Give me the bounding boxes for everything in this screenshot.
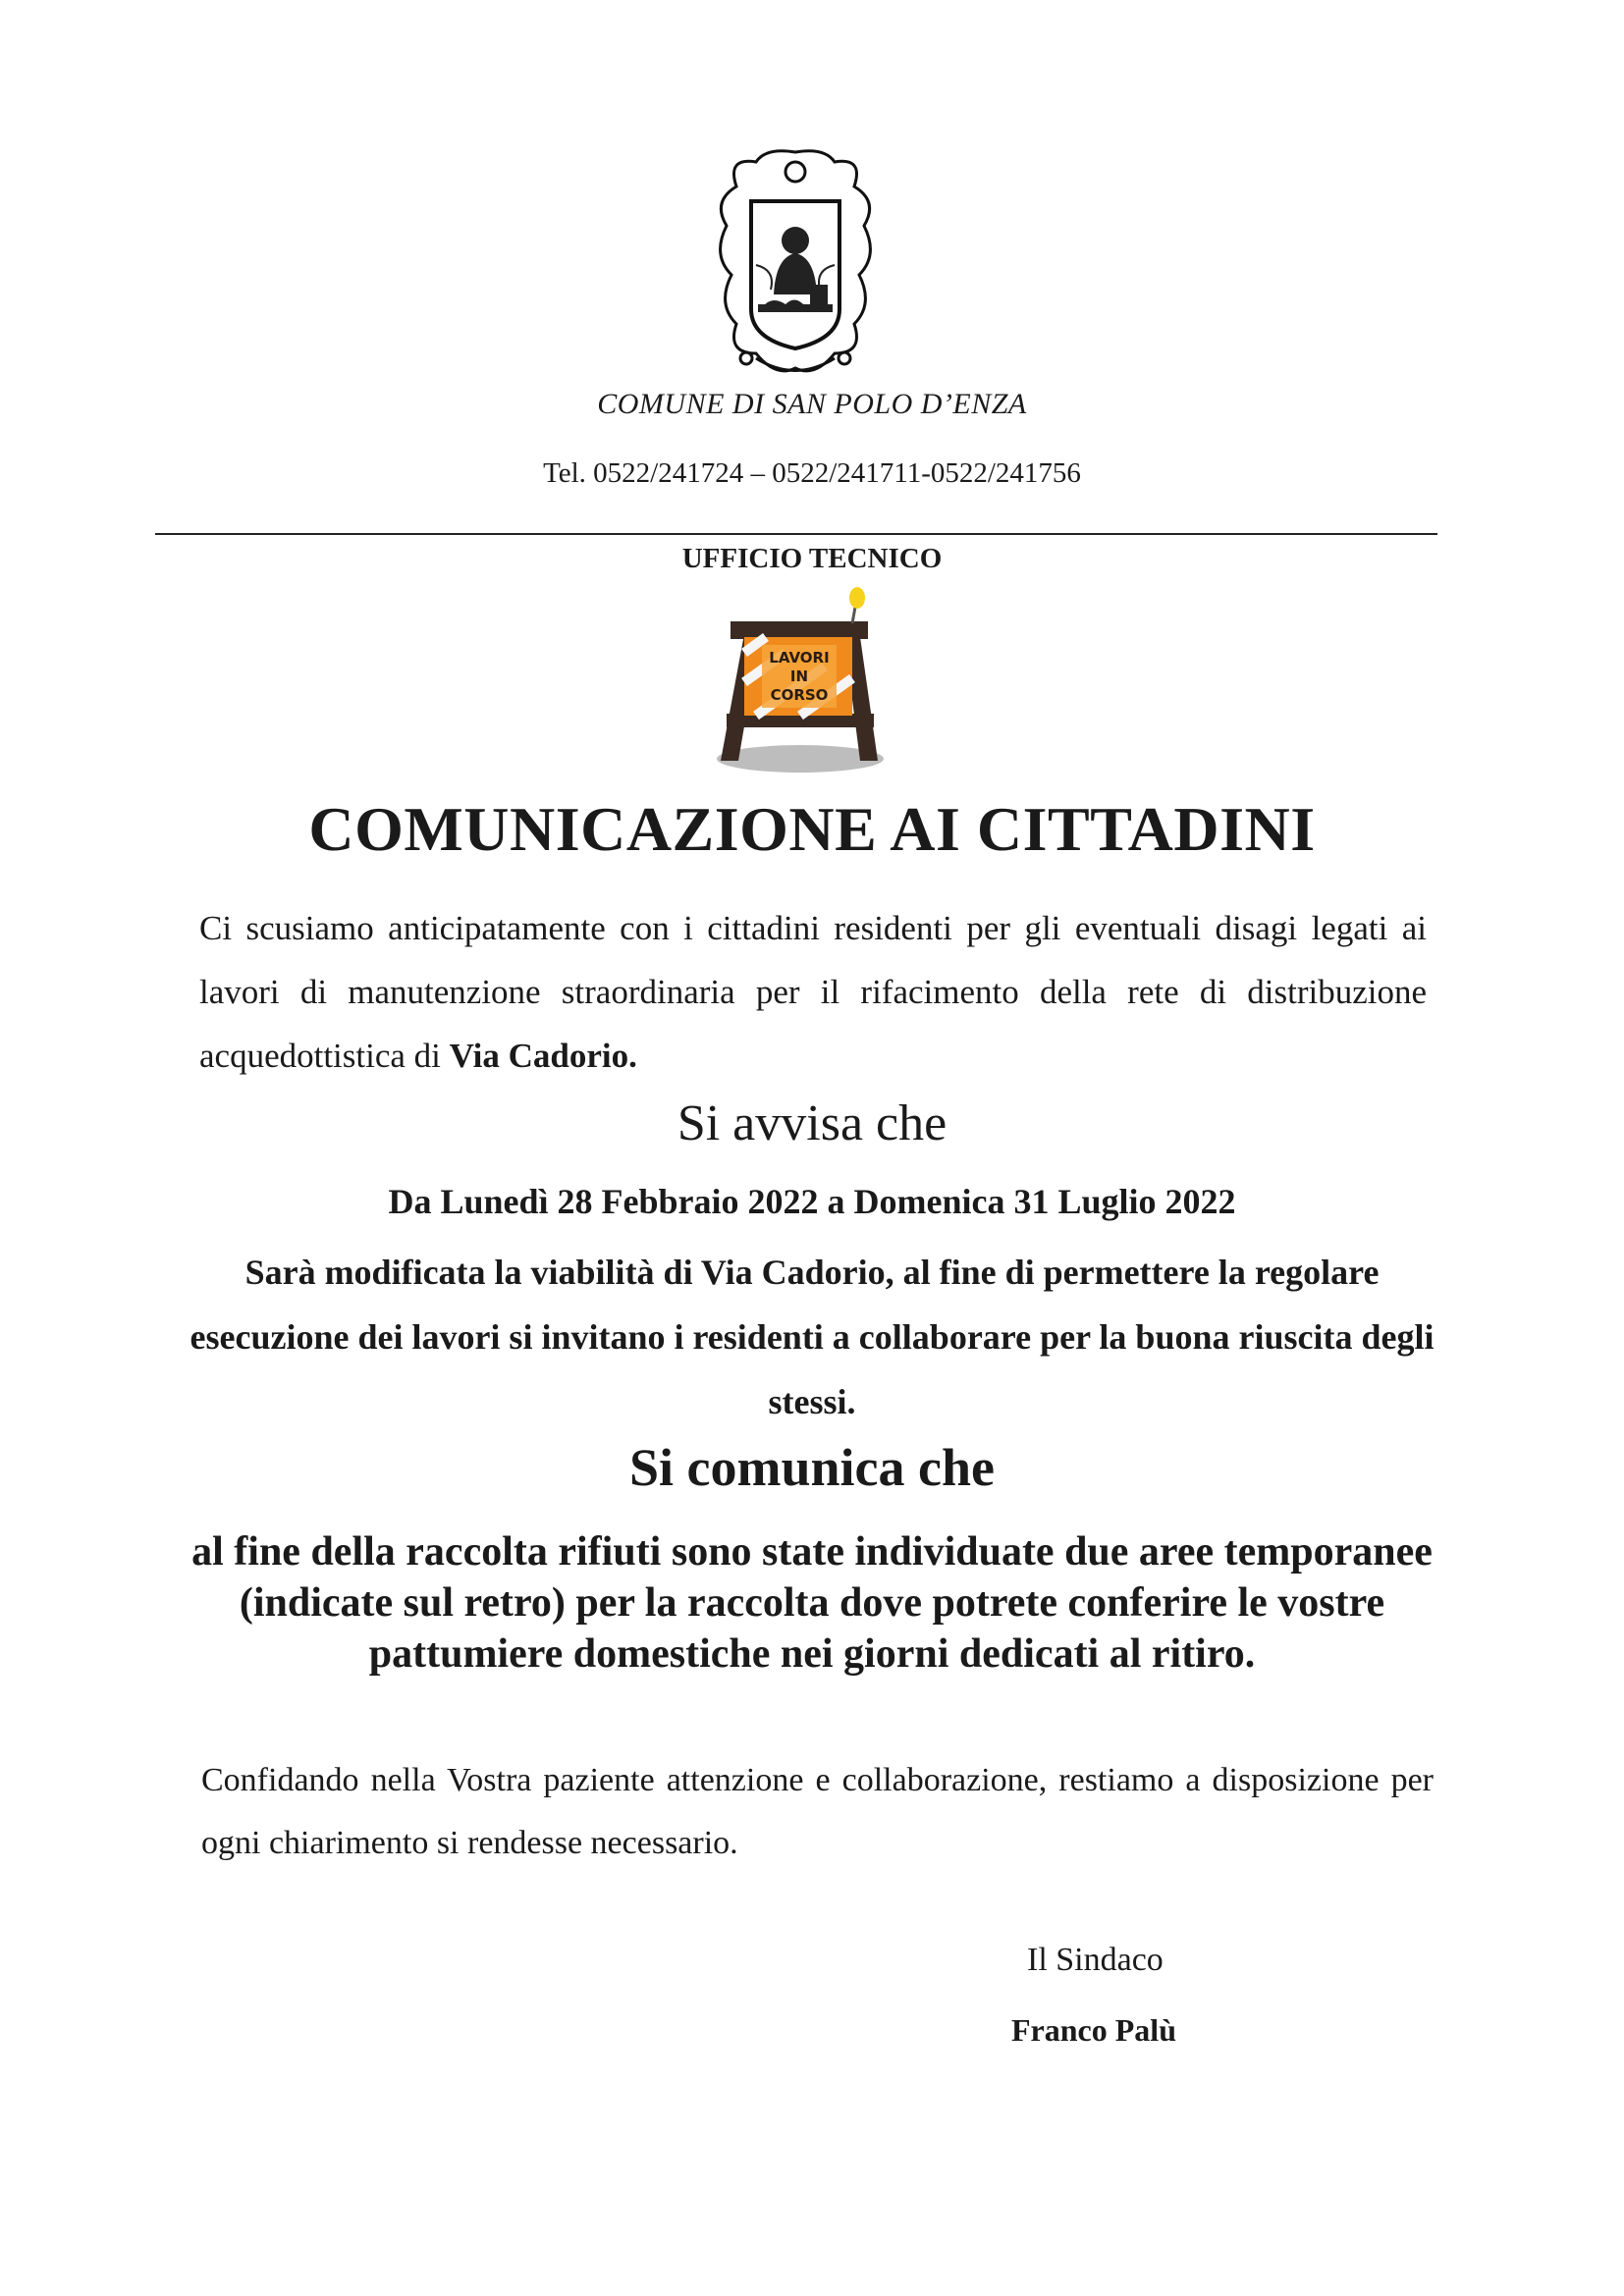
intro-text: Ci scusiamo anticipatamente con i cittadini residenti per gli eventuali disagi legati ai lavori di manutenzione straordinaria per il rifacimento della rete di distribuzione acquedottistica di <box>199 909 1427 1075</box>
closing-paragraph: Confidando nella Vostra paziente attenzione e collaborazione, restiamo a disposizione per ogni chiarimento si rendesse necessario. <box>201 1762 1434 1861</box>
intro-paragraph <box>199 896 1427 1088</box>
sign-line-3: CORSO <box>770 686 829 704</box>
phone-numbers: Tel. 0522/241724 – 0522/241711-0522/241756 <box>543 457 1081 489</box>
header-divider <box>155 533 1437 535</box>
comunica-heading: Si comunica che <box>629 1438 995 1497</box>
intro-street: Via Cadorio. <box>449 1037 637 1075</box>
avvisa-heading: Si avvisa che <box>677 1095 947 1151</box>
waste-collection-paragraph: al fine della raccolta rifiuti sono state individuate due aree temporanee (indicate sul retro) per la raccolta dove potrete conferire le vostre pattumiere domestiche nei giorni dedicati al ritiro. <box>191 1529 1433 1677</box>
signature-name: Franco Palù <box>1011 2012 1176 2048</box>
signature-role: Il Sindaco <box>1027 1942 1164 1978</box>
viability-paragraph: Sarà modificata la viabilità di Via Cadorio, al fine di permettere la regolare esecuzione dei lavori si invitano i residenti a collaborare per la buona riuscita degli stessi. <box>189 1253 1435 1421</box>
sign-line-1: LAVORI <box>769 649 830 667</box>
work-dates: Da Lunedì 28 Febbraio 2022 a Domenica 31 Luglio 2022 <box>388 1182 1236 1221</box>
municipality-name: COMUNE DI SAN POLO D’ENZA <box>597 388 1027 420</box>
notice-title: COMUNICAZIONE AI CITTADINI <box>308 794 1316 864</box>
coat-of-arms-icon <box>697 147 893 383</box>
sign-line-2: IN <box>789 667 809 685</box>
work-in-progress-sign-icon <box>687 584 903 780</box>
office-name: UFFICIO TECNICO <box>681 543 943 574</box>
